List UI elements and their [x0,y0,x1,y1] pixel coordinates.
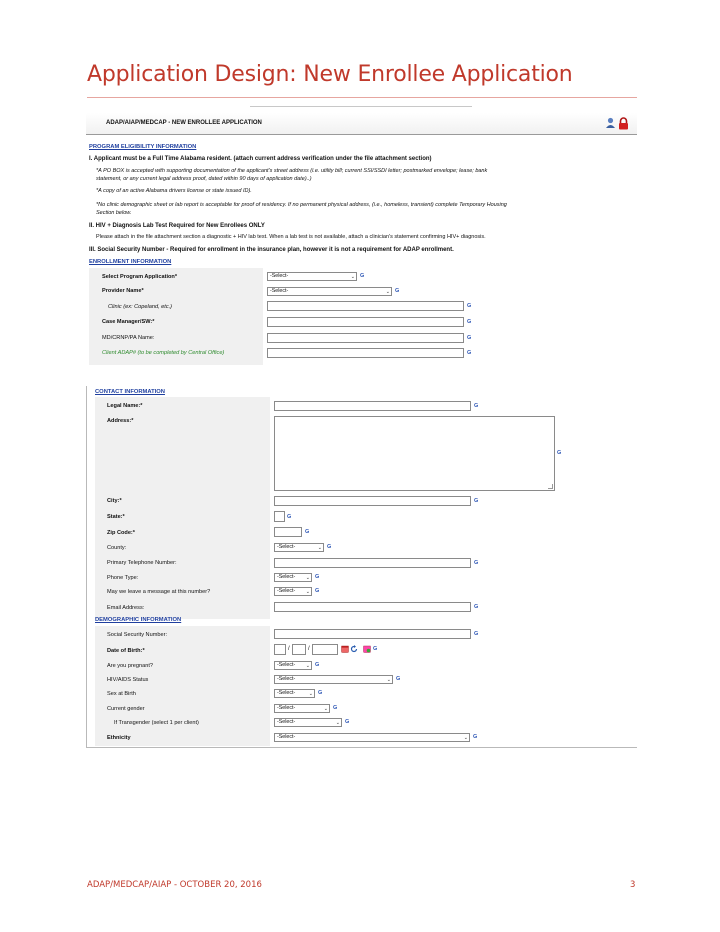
eligibility-note-2: *A copy of an active Alabama drivers license or state issued ID). [96,188,252,194]
eligibility-note-1a: *A PO BOX is accepted with supporting documentation of the applicant's street address (i.e. utility bill; current SSI/SSDI letter; postmarked envelope; lease; bank [96,168,488,174]
grammar-icon[interactable]: G [395,288,400,294]
zip-input[interactable] [274,527,302,537]
contact-label-column [95,397,270,619]
phone-type-select[interactable]: -Select- ⌄ [274,573,312,582]
sex-at-birth-select[interactable]: -Select- ⌄ [274,689,315,698]
md-label: MD/CRNP/PA Name: [102,335,155,341]
hiv-status-select[interactable]: -Select- ⌄ [274,675,393,684]
app-header [86,113,637,135]
grammar-icon[interactable]: G [345,719,350,725]
grammar-icon[interactable]: G [467,319,472,325]
grammar-icon[interactable]: G [467,303,472,309]
grammar-icon[interactable]: G [373,646,378,652]
chevron-down-icon: ⌄ [323,706,328,712]
contact-heading: CONTACT INFORMATION [95,389,165,395]
grammar-icon[interactable]: G [333,705,338,711]
sex-at-birth-label: Sex at Birth [107,691,136,697]
chevron-down-icon: ⌄ [386,677,391,683]
grammar-icon[interactable]: G [360,273,365,279]
grammar-icon[interactable]: G [474,604,479,610]
email-input[interactable] [274,602,471,612]
client-adap-input[interactable] [267,348,464,358]
grammar-icon[interactable]: G [396,676,401,682]
phone-input[interactable] [274,558,471,568]
eligibility-heading: PROGRAM ELIGIBILITY INFORMATION [89,144,197,150]
case-manager-label: Case Manager/SW:* [102,319,155,325]
city-label: City:* [107,498,122,504]
county-label: County: [107,545,127,551]
ssn-input[interactable] [274,629,471,639]
app-header-title: ADAP/AIAP/MEDCAP - NEW ENROLLEE APPLICATION [106,120,262,126]
chevron-down-icon: ⌄ [305,589,310,595]
grammar-icon[interactable]: G [473,734,478,740]
ethnicity-select[interactable]: -Select- ⌄ [274,733,470,742]
eligibility-item-2: II. HIV + Diagnosis Lab Test Required for New Enrollees ONLY [89,223,265,229]
dob-year-input[interactable] [312,644,338,655]
client-adap-label: Client ADAP# (to be completed by Central Office) [102,350,225,356]
grammar-icon[interactable]: G [474,560,479,566]
grammar-icon[interactable]: G [318,690,323,696]
chevron-down-icon: ⌄ [385,289,390,295]
grammar-icon[interactable]: G [315,662,320,668]
grammar-icon[interactable]: G [467,335,472,341]
provider-select[interactable]: -Select- ⌄ [267,287,392,296]
legal-name-label: Legal Name:* [107,403,143,409]
state-input[interactable] [274,511,285,522]
ssn-label: Social Security Number: [107,632,167,638]
resize-handle-icon[interactable] [548,484,553,489]
grammar-icon[interactable]: G [557,450,562,456]
ethnicity-label: Ethnicity [107,735,131,741]
provider-label: Provider Name* [102,288,144,294]
eligibility-item-1: I. Applicant must be a Full Time Alabama resident. (attach current address verification under the file attachment section) [89,156,432,162]
phone-label: Primary Telephone Number: [107,560,177,566]
lock-icon[interactable] [617,117,630,130]
transgender-label: If Transgender (select 1 per client) [114,720,199,726]
refresh-icon[interactable] [350,645,358,653]
current-gender-select[interactable]: -Select- ⌄ [274,704,330,713]
contact-demographic-panel [86,386,637,748]
date-separator: / [288,646,290,652]
slide-footer: ADAP/MEDCAP/AIAP - OCTOBER 20, 2016 [87,880,262,890]
chevron-down-icon: ⌄ [463,735,468,741]
chevron-down-icon: ⌄ [317,545,322,551]
user-icon[interactable] [605,117,616,129]
chevron-down-icon: ⌄ [305,575,310,581]
chevron-down-icon: ⌄ [305,663,310,669]
clinic-label: Clinic (ex: Copeland, etc.) [108,304,173,310]
eligibility-note-1b: statement, or any current legal address proof, dated within 90 days of application date)..) [96,176,312,182]
eligibility-item-3: III. Social Security Number - Required for enrollment in the insurance plan, however it is not a requirement for ADAP enrollment. [89,247,454,253]
zip-label: Zip Code:* [107,530,135,536]
calendar-clear-icon[interactable] [363,645,371,653]
page-number: 3 [630,880,636,890]
case-manager-input[interactable] [267,317,464,327]
chevron-down-icon: ⌄ [308,691,313,697]
grammar-icon[interactable]: G [327,544,332,550]
legal-name-input[interactable] [274,401,471,411]
program-label: Select Program Application* [102,274,178,280]
message-select[interactable]: -Select- ⌄ [274,587,312,596]
calendar-icon[interactable] [341,645,349,653]
grammar-icon[interactable]: G [315,588,320,594]
eligibility-note-3b: Section below. [96,210,132,216]
dob-label: Date of Birth:* [107,648,145,654]
md-input[interactable] [267,333,464,343]
dob-day-input[interactable] [292,644,306,655]
application-panel [86,113,637,367]
dob-month-input[interactable] [274,644,286,655]
address-label: Address:* [107,418,134,424]
grammar-icon[interactable]: G [305,529,310,535]
demographic-heading: DEMOGRAPHIC INFORMATION [95,617,182,623]
email-label: Email Address: [107,605,145,611]
grammar-icon[interactable]: G [474,631,479,637]
date-separator: / [308,646,310,652]
address-textarea[interactable] [274,416,555,491]
grammar-icon[interactable]: G [474,403,479,409]
grammar-icon[interactable]: G [467,350,472,356]
slide-title: Application Design: New Enrollee Application [87,62,573,87]
grammar-icon[interactable]: G [315,574,320,580]
state-label: State:* [107,514,125,520]
thin-divider [250,106,472,107]
county-select[interactable]: -Select- ⌄ [274,543,324,552]
demographic-label-column [95,626,270,746]
program-select[interactable]: -Select- ⌄ [267,272,357,281]
enrollment-heading: ENROLLMENT INFORMATION [89,259,172,265]
grammar-icon[interactable]: G [287,514,292,520]
grammar-icon[interactable]: G [474,498,479,504]
eligibility-item-2-text: Please attach in the file attachment section a diagnostic + HIV lab test. When a lab test is not available, attach a clinician's statement confirming HIV+ diagnosis. [96,234,486,240]
eligibility-note-3a: *No clinic demographic sheet or lab report is acceptable for proof of residency. If no permanent physical address, (i.e., homeless, transient) complete Temporary Housing [96,202,507,208]
hiv-status-label: HIV/AIDS Status [107,677,149,683]
transgender-select[interactable]: -Select- ⌄ [274,718,342,727]
chevron-down-icon: ⌄ [350,274,355,280]
title-divider [87,97,637,98]
phone-type-label: Phone Type: [107,575,139,581]
message-label: May we leave a message at this number? [107,589,211,595]
chevron-down-icon: ⌄ [335,720,340,726]
current-gender-label: Current gender [107,706,145,712]
clinic-input[interactable] [267,301,464,311]
pregnant-label: Are you pregnant? [107,663,154,669]
city-input[interactable] [274,496,471,506]
pregnant-select[interactable]: -Select- ⌄ [274,661,312,670]
